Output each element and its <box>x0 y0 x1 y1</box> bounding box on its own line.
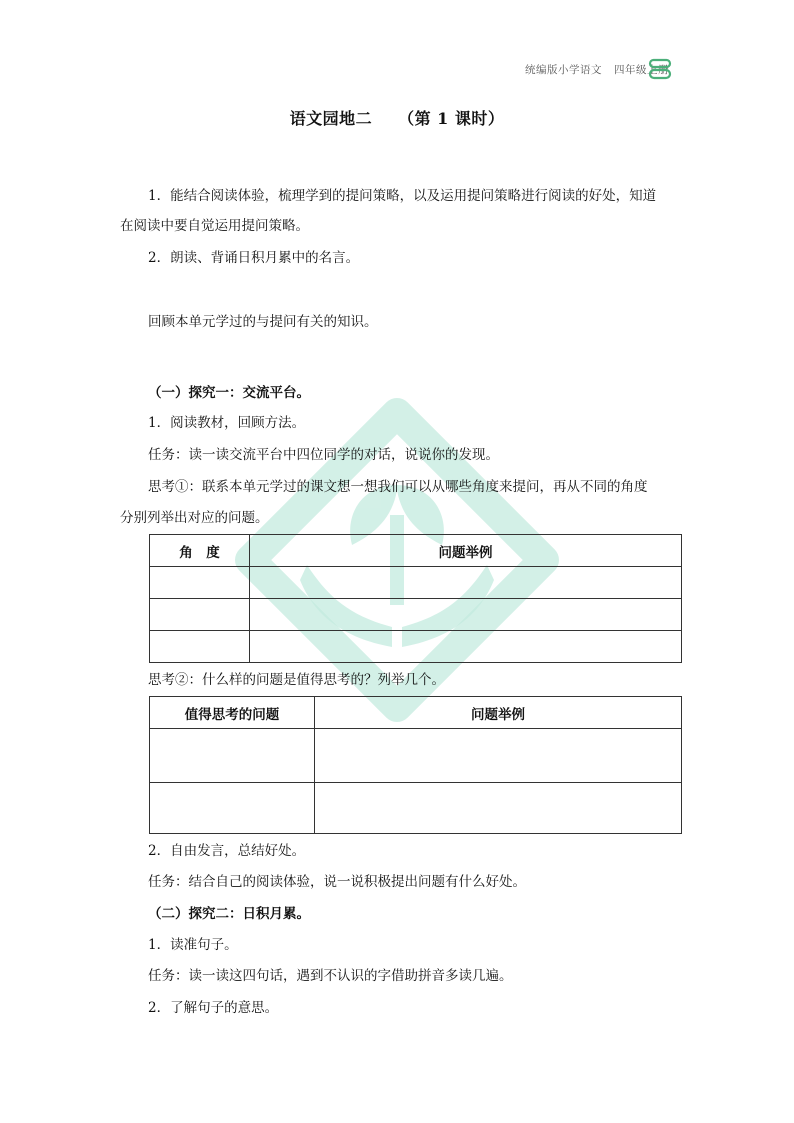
goal-1-line-2: 在阅读中要自觉运用提问策略。 <box>120 218 309 234</box>
table-row <box>150 783 682 834</box>
table-row <box>150 631 682 663</box>
section1-think1-line1: 思考①：联系本单元学过的课文想一想我们可以从哪些角度来提问，再从不同的角度 <box>148 479 648 495</box>
section2-heading: （二）探究二：日积月累。 <box>148 906 310 922</box>
worthy-question-table <box>149 696 682 834</box>
table-cell <box>150 599 250 631</box>
worthy-table-header-question: 值得思考的问题 <box>150 697 315 729</box>
page-title <box>0 106 794 129</box>
table-cell <box>250 631 682 663</box>
section1-think2: 思考②：什么样的问题是值得思考的？列举几个。 <box>148 672 445 688</box>
table-cell <box>150 729 315 783</box>
table-cell <box>150 631 250 663</box>
worthy-table-header-examples: 问题举例 <box>315 697 682 729</box>
table-row <box>150 599 682 631</box>
section2-task1: 任务：读一读这四句话，遇到不认识的字借助拼音多读几遍。 <box>148 968 513 984</box>
table-cell <box>315 729 682 783</box>
angle-table-header-examples: 问题举例 <box>250 535 682 567</box>
review-text: 回顾本单元学过的与提问有关的知识。 <box>148 314 378 330</box>
section2-step2: 2．了解句子的意思。 <box>148 1000 279 1016</box>
publisher-logo-icon <box>648 58 672 80</box>
table-cell <box>150 783 315 834</box>
table-cell <box>250 567 682 599</box>
section1-task2: 任务：结合自己的阅读体验，说一说积极提出问题有什么好处。 <box>148 874 526 890</box>
angle-table-header-angle: 角 度 <box>150 535 250 567</box>
table-row <box>150 567 682 599</box>
header-grade: 四年级上册 <box>614 64 669 76</box>
section1-step1: 1．阅读教材，回顾方法。 <box>148 415 306 431</box>
section1-heading: （一）探究一：交流平台。 <box>148 385 310 401</box>
table-cell <box>150 567 250 599</box>
goal-2: 2．朗读、背诵日积月累中的名言。 <box>148 250 360 266</box>
table-cell <box>315 783 682 834</box>
angle-table <box>149 534 682 663</box>
section1-think1-line2: 分别列举出对应的问题。 <box>120 510 269 526</box>
section2-step1: 1．读准句子。 <box>148 937 238 953</box>
section1-task1: 任务：读一读交流平台中四位同学的对话，说说你的发现。 <box>148 447 499 463</box>
title-main: 语文园地二 <box>289 109 373 128</box>
title-sub: （第 1 课时） <box>398 109 505 128</box>
section1-step2: 2．自由发言，总结好处。 <box>148 843 306 859</box>
header-series: 统编版小学语文 <box>525 64 602 76</box>
goal-1-line-1: 1．能结合阅读体验，梳理学到的提问策略，以及运用提问策略进行阅读的好处，知道 <box>148 188 657 204</box>
table-row <box>150 729 682 783</box>
table-cell <box>250 599 682 631</box>
